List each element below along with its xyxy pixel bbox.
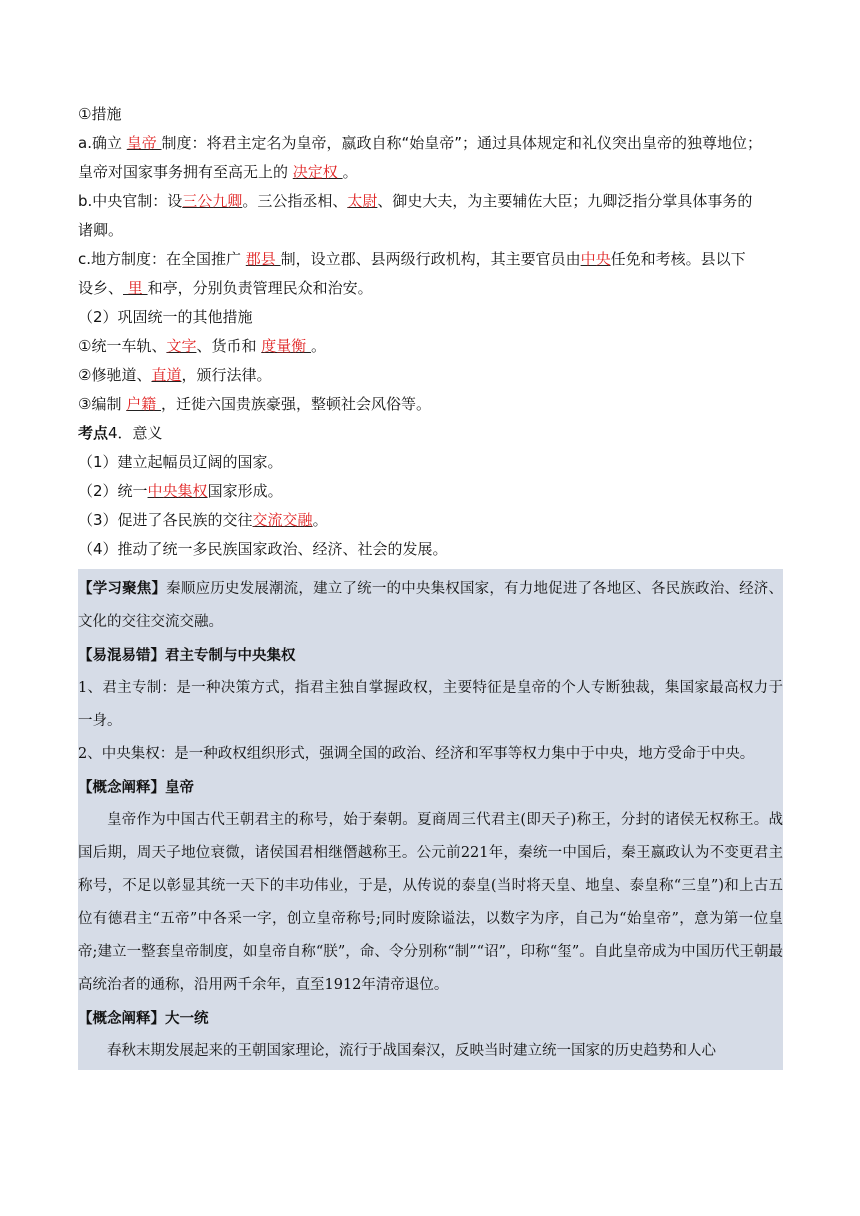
text-line: 诸卿。 bbox=[78, 221, 124, 239]
answer-exchange: 交流交融 bbox=[252, 511, 313, 529]
text-line bbox=[78, 158, 783, 187]
text: 、货币和 bbox=[196, 337, 262, 355]
text-line bbox=[78, 361, 783, 390]
answer-measures: 度量衡 bbox=[261, 337, 312, 355]
answer-straight-road: 直道 bbox=[151, 366, 182, 384]
text-line bbox=[78, 477, 783, 506]
answer-taiwei: 太尉 bbox=[347, 192, 378, 210]
confusion-heading: 【易混易错】君主专制与中央集权 bbox=[78, 647, 296, 664]
answer-decision-power: 决定权 bbox=[292, 163, 343, 181]
text: ②修驰道、 bbox=[78, 366, 152, 384]
concept-emperor-text: 皇帝作为中国古代王朝君主的称号，始于秦朝。夏商周三代君主(即天子)称王，分封的诸侯无权称王。战国后期，周天子地位衰微，诸侯国君相继僭越称王。公元前221年，秦统一中国后，秦王嬴政认为不变更君主称号，不足以彰显其统一天下的丰功伟业，于是，从传说的泰皇(当时将天皇、地皇、泰皇称“三皇”)和上古五位有德君主“五帝”中各采一字，创立皇帝称号;同时废除谥法，以数字为序，自己为“始皇帝”，意为第一位皇帝;建立一整套皇帝制度，如皇帝自称“朕”，命、令分别称“制”“诏”，印称“玺”。自此皇帝成为中国历代王朝最高统治者的通称，沿用两千余年，直至1912年清帝退位。 bbox=[78, 812, 783, 993]
text-line: （1）建立起幅员辽阔的国家。 bbox=[78, 453, 283, 471]
answer-script: 文字 bbox=[166, 337, 197, 355]
answer-emperor: 皇帝 bbox=[126, 134, 162, 152]
text: 设乡、 bbox=[78, 279, 124, 297]
text: ，颁行法律。 bbox=[181, 366, 272, 384]
focus-label: 【学习聚焦】 bbox=[78, 580, 167, 597]
significance-heading bbox=[78, 419, 783, 448]
text-line bbox=[78, 274, 783, 303]
confusion-item-2: 2、中央集权：是一种政权组织形式，强调全国的政治、经济和军事等权力集中于中央，地方受命于中央。 bbox=[78, 746, 755, 762]
text: ①统一车轨、 bbox=[78, 337, 167, 355]
text-line bbox=[78, 129, 783, 158]
text: c.地方制度：在全国推广 bbox=[78, 250, 246, 268]
text-line bbox=[78, 390, 783, 419]
answer-three-lords: 三公九卿 bbox=[182, 192, 243, 210]
text-line bbox=[78, 187, 783, 216]
answer-li: 里 bbox=[123, 279, 148, 297]
document-page bbox=[78, 100, 783, 1070]
text: 、御史大夫，为主要辅佐大臣；九卿泛指分掌具体事务的 bbox=[377, 192, 753, 210]
concept-unity-heading: 【概念阐释】大一统 bbox=[78, 1010, 209, 1027]
text: 。 bbox=[312, 511, 328, 529]
exam-point-label: 考点 bbox=[78, 424, 109, 442]
text: 制度：将君主定名为皇帝，嬴政自称“始皇帝”；通过具体规定和礼仪突出皇帝的独尊地位； bbox=[161, 134, 763, 152]
answer-centralization: 中央集权 bbox=[147, 482, 208, 500]
learning-focus bbox=[78, 572, 783, 639]
concept-emperor-heading: 【概念阐释】皇帝 bbox=[78, 779, 194, 796]
text: 和亭，分别负责管理民众和治安。 bbox=[147, 279, 373, 297]
concept-unity-text: 春秋末期发展起来的王朝国家理论，流行于战国秦汉，反映当时建立统一国家的历史趋势和人心 bbox=[107, 1043, 716, 1059]
text: 国家形成。 bbox=[207, 482, 283, 500]
text-line: （4）推动了统一多民族国家政治、经济、社会的发展。 bbox=[78, 540, 448, 558]
measures-heading: ①措施 bbox=[78, 105, 122, 123]
text: b.中央官制：设 bbox=[78, 192, 183, 210]
answer-commandery: 郡县 bbox=[245, 250, 281, 268]
text: 任免和考核。县以下 bbox=[610, 250, 746, 268]
text: 制，设立郡、县两级行政机构，其主要官员由 bbox=[280, 250, 581, 268]
text-line bbox=[78, 332, 783, 361]
text: （3）促进了各民族的交往 bbox=[78, 511, 253, 529]
text: ，迁徙六国贵族豪强，整顿社会风俗等。 bbox=[161, 395, 432, 413]
answer-household-register: 户籍 bbox=[126, 395, 161, 413]
text: （2）统一 bbox=[78, 482, 148, 500]
other-measures-heading: （2）巩固统一的其他措施 bbox=[78, 308, 253, 326]
answer-central: 中央 bbox=[580, 250, 611, 268]
text: 。 bbox=[311, 337, 327, 355]
confusion-item-1: 1、君主专制：是一种决策方式，指君主独自掌握政权，主要特征是皇帝的个人专断独裁，集国家最高权力于一身。 bbox=[78, 680, 783, 729]
text: 秦顺应历史发展潮流，建立了统一的中央集权国家，有力地促进了各地区、各民族政治、经济、文化的交往交流交融。 bbox=[78, 581, 784, 630]
study-notes-box bbox=[78, 569, 783, 1070]
text: 皇帝对国家事务拥有至高无上的 bbox=[78, 163, 293, 181]
text: 。三公指丞相、 bbox=[242, 192, 348, 210]
text-line bbox=[78, 245, 783, 274]
text: a.确立 bbox=[78, 134, 127, 152]
text-line bbox=[78, 506, 783, 535]
text: 4．意义 bbox=[108, 424, 163, 442]
text: 。 bbox=[342, 163, 358, 181]
text: ③编制 bbox=[78, 395, 127, 413]
